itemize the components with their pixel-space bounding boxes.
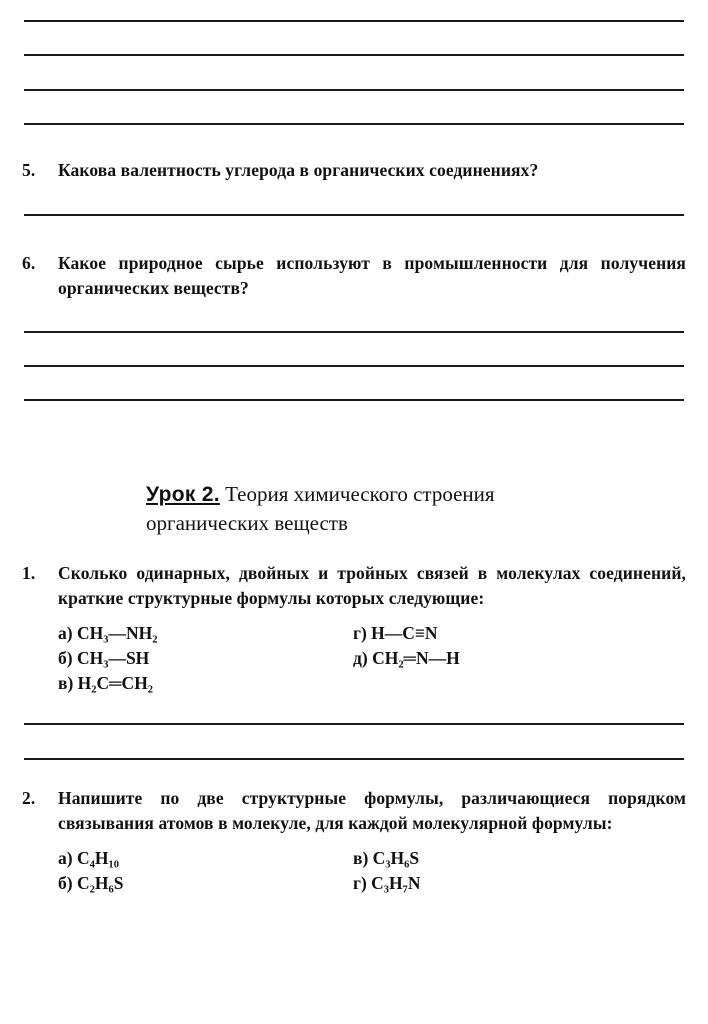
lesson-title-line2: органических веществ <box>146 511 348 535</box>
lesson-heading <box>146 480 495 538</box>
option-formula: C₃H₆S <box>372 848 420 868</box>
option-label: а) <box>58 623 73 643</box>
option-label: д) <box>353 648 368 668</box>
question-text: Напишите по две структурные формулы, различающиеся порядком связывания атомов в молекуле, для каждой молекулярной формулы: <box>58 788 686 833</box>
option-formula: H₂C═CH₂ <box>77 673 154 693</box>
option-label: б) <box>58 648 73 668</box>
option-formula: H—C≡N <box>371 623 438 643</box>
answer-line[interactable] <box>24 89 684 91</box>
question-number: 2. <box>22 788 36 808</box>
option-label: в) <box>58 673 74 693</box>
formula-option-b <box>58 871 123 895</box>
option-label: в) <box>353 848 369 868</box>
answer-line[interactable] <box>24 214 684 216</box>
option-formula: C₃H₇N <box>371 873 421 893</box>
question-6 <box>22 251 686 301</box>
option-formula: CH₃—NH₂ <box>76 623 158 643</box>
option-formula: CH₃—SH <box>76 648 150 668</box>
option-formula: C₄H₁₀ <box>76 848 119 868</box>
question-number: 5. <box>22 160 36 180</box>
lesson-number: Урок 2. <box>146 483 220 506</box>
formula-option-d <box>353 646 460 670</box>
option-label: б) <box>58 873 73 893</box>
question-text: Какое природное сырье используют в промышленности для получения органических веществ? <box>58 253 686 298</box>
option-formula: C₂H₆S <box>76 873 124 893</box>
answer-line[interactable] <box>24 365 684 367</box>
answer-line[interactable] <box>24 20 684 22</box>
formula-option-g <box>353 871 421 895</box>
option-label: г) <box>353 623 367 643</box>
lesson-title-line1: Теория химического строения <box>225 482 495 506</box>
question-number: 6. <box>22 253 36 273</box>
answer-line[interactable] <box>24 331 684 333</box>
question-5 <box>22 158 686 183</box>
option-label: а) <box>58 848 73 868</box>
option-formula: CH₂═N—H <box>372 648 460 668</box>
question-text: Какова валентность углерода в органических соединениях? <box>58 160 539 180</box>
answer-line[interactable] <box>24 123 684 125</box>
formula-option-g <box>353 621 438 645</box>
formula-option-b <box>58 646 149 670</box>
answer-line[interactable] <box>24 758 684 760</box>
lesson-question-2 <box>22 786 686 836</box>
question-number: 1. <box>22 563 36 583</box>
formula-option-a <box>58 846 119 870</box>
formula-option-a <box>58 621 157 645</box>
lesson-question-1 <box>22 561 686 611</box>
answer-line[interactable] <box>24 54 684 56</box>
formula-option-v <box>353 846 419 870</box>
answer-line[interactable] <box>24 723 684 725</box>
option-label: г) <box>353 873 367 893</box>
question-text: Сколько одинарных, двойных и тройных связей в молекулах соединений, краткие структурные формулы которых следующие: <box>58 563 686 608</box>
answer-line[interactable] <box>24 399 684 401</box>
formula-option-v <box>58 671 153 695</box>
